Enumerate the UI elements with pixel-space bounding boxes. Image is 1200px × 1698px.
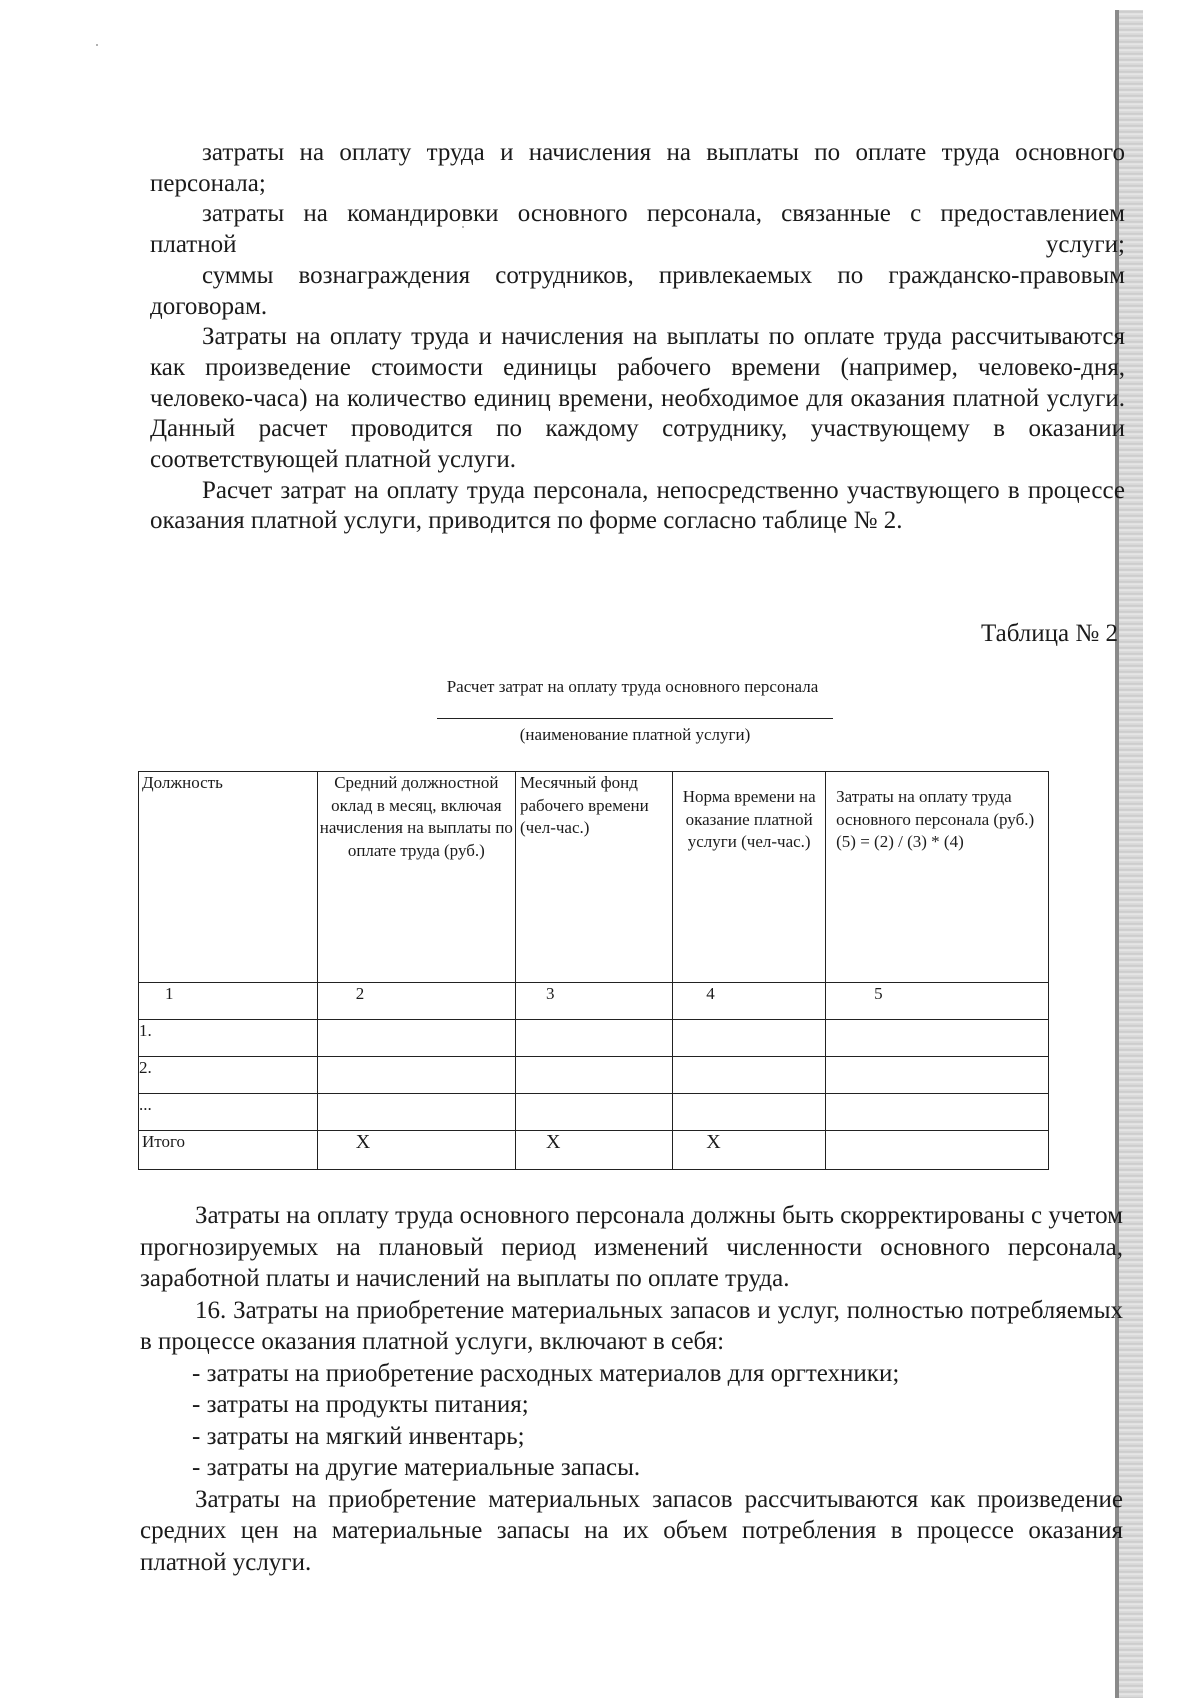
table-cell (826, 1131, 1049, 1170)
total-label: Итого (139, 1131, 318, 1170)
table-cell (317, 1094, 515, 1131)
total-mark: X (673, 1131, 826, 1170)
row-label: ... (139, 1094, 318, 1131)
table-title: Расчет затрат на оплату труда основного персонала (446, 677, 819, 696)
table-row (139, 1020, 1049, 1057)
list-item: - затраты на приобретение расходных материалов для оргтехники; (192, 1359, 900, 1387)
table-number-label: Таблица № 2 (980, 620, 1118, 647)
list-item: - затраты на мягкий инвентарь; (192, 1422, 525, 1450)
column-number: 3 (515, 983, 672, 1020)
table-row (139, 1057, 1049, 1094)
total-mark: X (317, 1131, 515, 1170)
column-number: 5 (826, 983, 1049, 1020)
bottom-text-block (140, 1200, 1123, 1578)
paragraph: Затраты на оплату труда основного персонала должны быть скорректированы с учетом прогнозируемых на плановый период изменений численности основного персонала, заработной платы и начислений на выплаты по оплате труда. (140, 1202, 1123, 1292)
table-cell (317, 1020, 515, 1057)
column-number: 2 (317, 983, 515, 1020)
list-item: - затраты на продукты питания; (192, 1391, 529, 1418)
header-monthly-fund: Месячный фонд рабочего времени (чел-час.) (515, 772, 672, 983)
table-cell (515, 1057, 672, 1094)
table-cell (515, 1094, 672, 1131)
header-labor-cost: Затраты на оплату труда основного персонала (руб.) (5) = (2) / (3) * (4) (826, 772, 1049, 983)
total-mark: X (515, 1131, 672, 1170)
table-cell (673, 1020, 826, 1057)
table-row (139, 1094, 1049, 1131)
paragraph: Расчет затрат на оплату труда персонала, непосредственно участвующего в процессе оказания платной услуги, приводится по форме согласно таблице № 2. (150, 476, 1125, 535)
paragraph: суммы вознаграждения сотрудников, привлекаемых по гражданско-правовым договорам. (150, 261, 1125, 320)
paragraph: 16. Затраты на приобретение материальных запасов и услуг, полностью потребляемых в процессе оказания платной услуги, включают в себя: (140, 1296, 1123, 1355)
table-cell (317, 1057, 515, 1094)
table-cell (826, 1094, 1049, 1131)
table-cell (515, 1020, 672, 1057)
table-cell (673, 1094, 826, 1131)
service-name-caption: (наименование платной услуги) (519, 725, 751, 744)
column-number: 1 (139, 983, 318, 1020)
row-label: 1. (139, 1020, 318, 1057)
table-cell (826, 1020, 1049, 1057)
paragraph: Затраты на приобретение материальных запасов рассчитываются как произведение средних цен на материальные запасы на их объем потребления в процессе оказания платной услуги. (140, 1485, 1123, 1576)
table-header-row (139, 772, 1049, 983)
table-cell (673, 1057, 826, 1094)
paragraph: затраты на командировки основного персонала, связанные с предоставлением платной услуги; (150, 200, 1125, 259)
table-total-row (139, 1131, 1049, 1170)
scan-speck (96, 44, 98, 46)
list-item: - затраты на другие материальные запасы. (192, 1454, 641, 1481)
service-name-line (437, 718, 833, 719)
row-label: 2. (139, 1057, 318, 1094)
column-number: 4 (673, 983, 826, 1020)
table-cell (826, 1057, 1049, 1094)
paragraph: Затраты на оплату труда и начисления на выплаты по оплате труда рассчитываются как произведение стоимости единицы рабочего времени (например, человеко-дня, человеко-часа) на количество единиц времени, необходимое для оказания платной услуги. Данный расчет проводится по каждому сотруднику, участвующему в оказании соответствующей платной услуги. (150, 323, 1125, 474)
paragraph: затраты на оплату труда и начисления на выплаты по оплате труда основного персонала; (150, 139, 1125, 197)
labor-cost-table (138, 771, 1049, 1170)
header-salary: Средний должностной оклад в месяц, включая начисления на выплаты по оплате труда (руб.) (317, 772, 515, 983)
header-position: Должность (139, 772, 318, 983)
top-text-block (150, 138, 1125, 537)
header-time-norm: Норма времени на оказание платной услуги (чел-час.) (673, 772, 826, 983)
table-number-row (139, 983, 1049, 1020)
